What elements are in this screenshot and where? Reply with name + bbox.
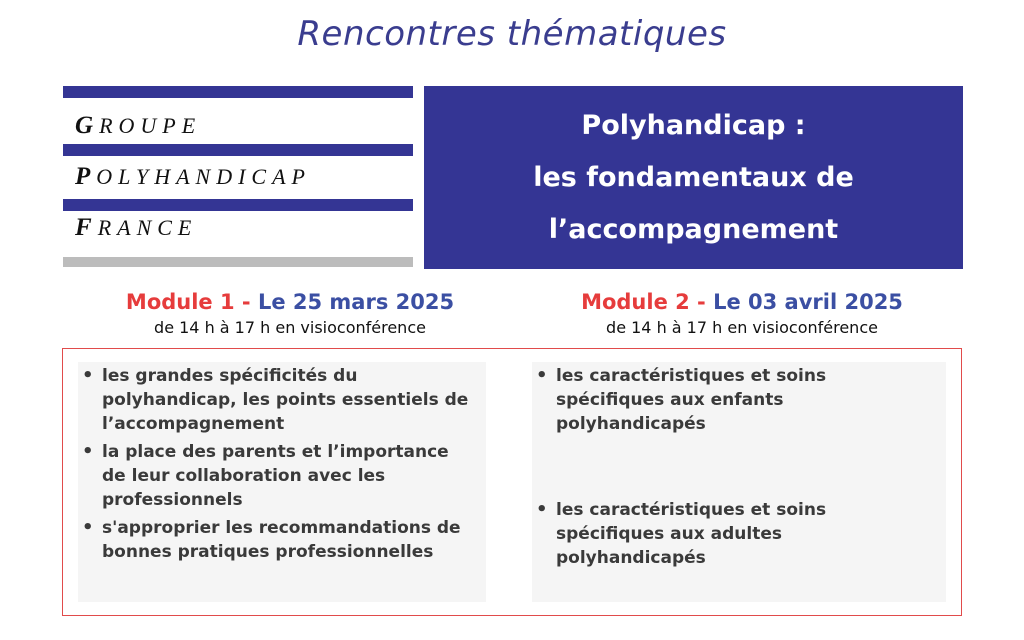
module-label: Module 2 - — [581, 290, 706, 314]
list-item: • les caractéristiques et soins spécifiques aux adultes polyhandicapés — [536, 499, 827, 568]
logo-bar — [63, 199, 413, 211]
list-item: • la place des parents et l’importance de leur collaboration avec les professionnels — [82, 441, 449, 510]
banner-line: l’accompagnement — [548, 214, 839, 245]
logo-word-france: FRANCE — [75, 214, 198, 241]
module-label: Module 1 - — [125, 290, 251, 314]
logo-word-groupe: GROUPE — [75, 112, 202, 139]
logo-word-polyhandicap: POLYHANDICAP — [75, 163, 311, 190]
module-date: Le 03 avril 2025 — [713, 290, 903, 314]
page-title: Rencontres thématiques — [297, 14, 727, 54]
groupe-polyhandicap-france-logo — [63, 86, 413, 270]
module-schedule: de 14 h à 17 h en visioconférence — [606, 318, 878, 337]
module-1-panel — [78, 362, 486, 602]
list-item: • s'approprier les recommandations de bonnes pratiques professionnelles — [82, 517, 461, 562]
list-item: • les grandes spécificités du polyhandicap, les points essentiels de l’accompagnement — [82, 365, 469, 434]
module-2-panel — [532, 362, 946, 602]
banner-line: les fondamentaux de — [533, 162, 854, 193]
logo-bar — [63, 144, 413, 156]
module-2-heading — [522, 290, 962, 337]
module-1-heading — [70, 290, 510, 337]
module-date: Le 25 mars 2025 — [257, 290, 455, 314]
logo-bar — [63, 86, 413, 98]
logo-bar-gray — [63, 257, 413, 267]
banner-line: Polyhandicap : — [581, 110, 806, 141]
list-item: • les caractéristiques et soins spécifiques aux enfants polyhandicapés — [536, 365, 827, 434]
module-schedule: de 14 h à 17 h en visioconférence — [154, 318, 426, 337]
topic-banner — [424, 86, 963, 269]
